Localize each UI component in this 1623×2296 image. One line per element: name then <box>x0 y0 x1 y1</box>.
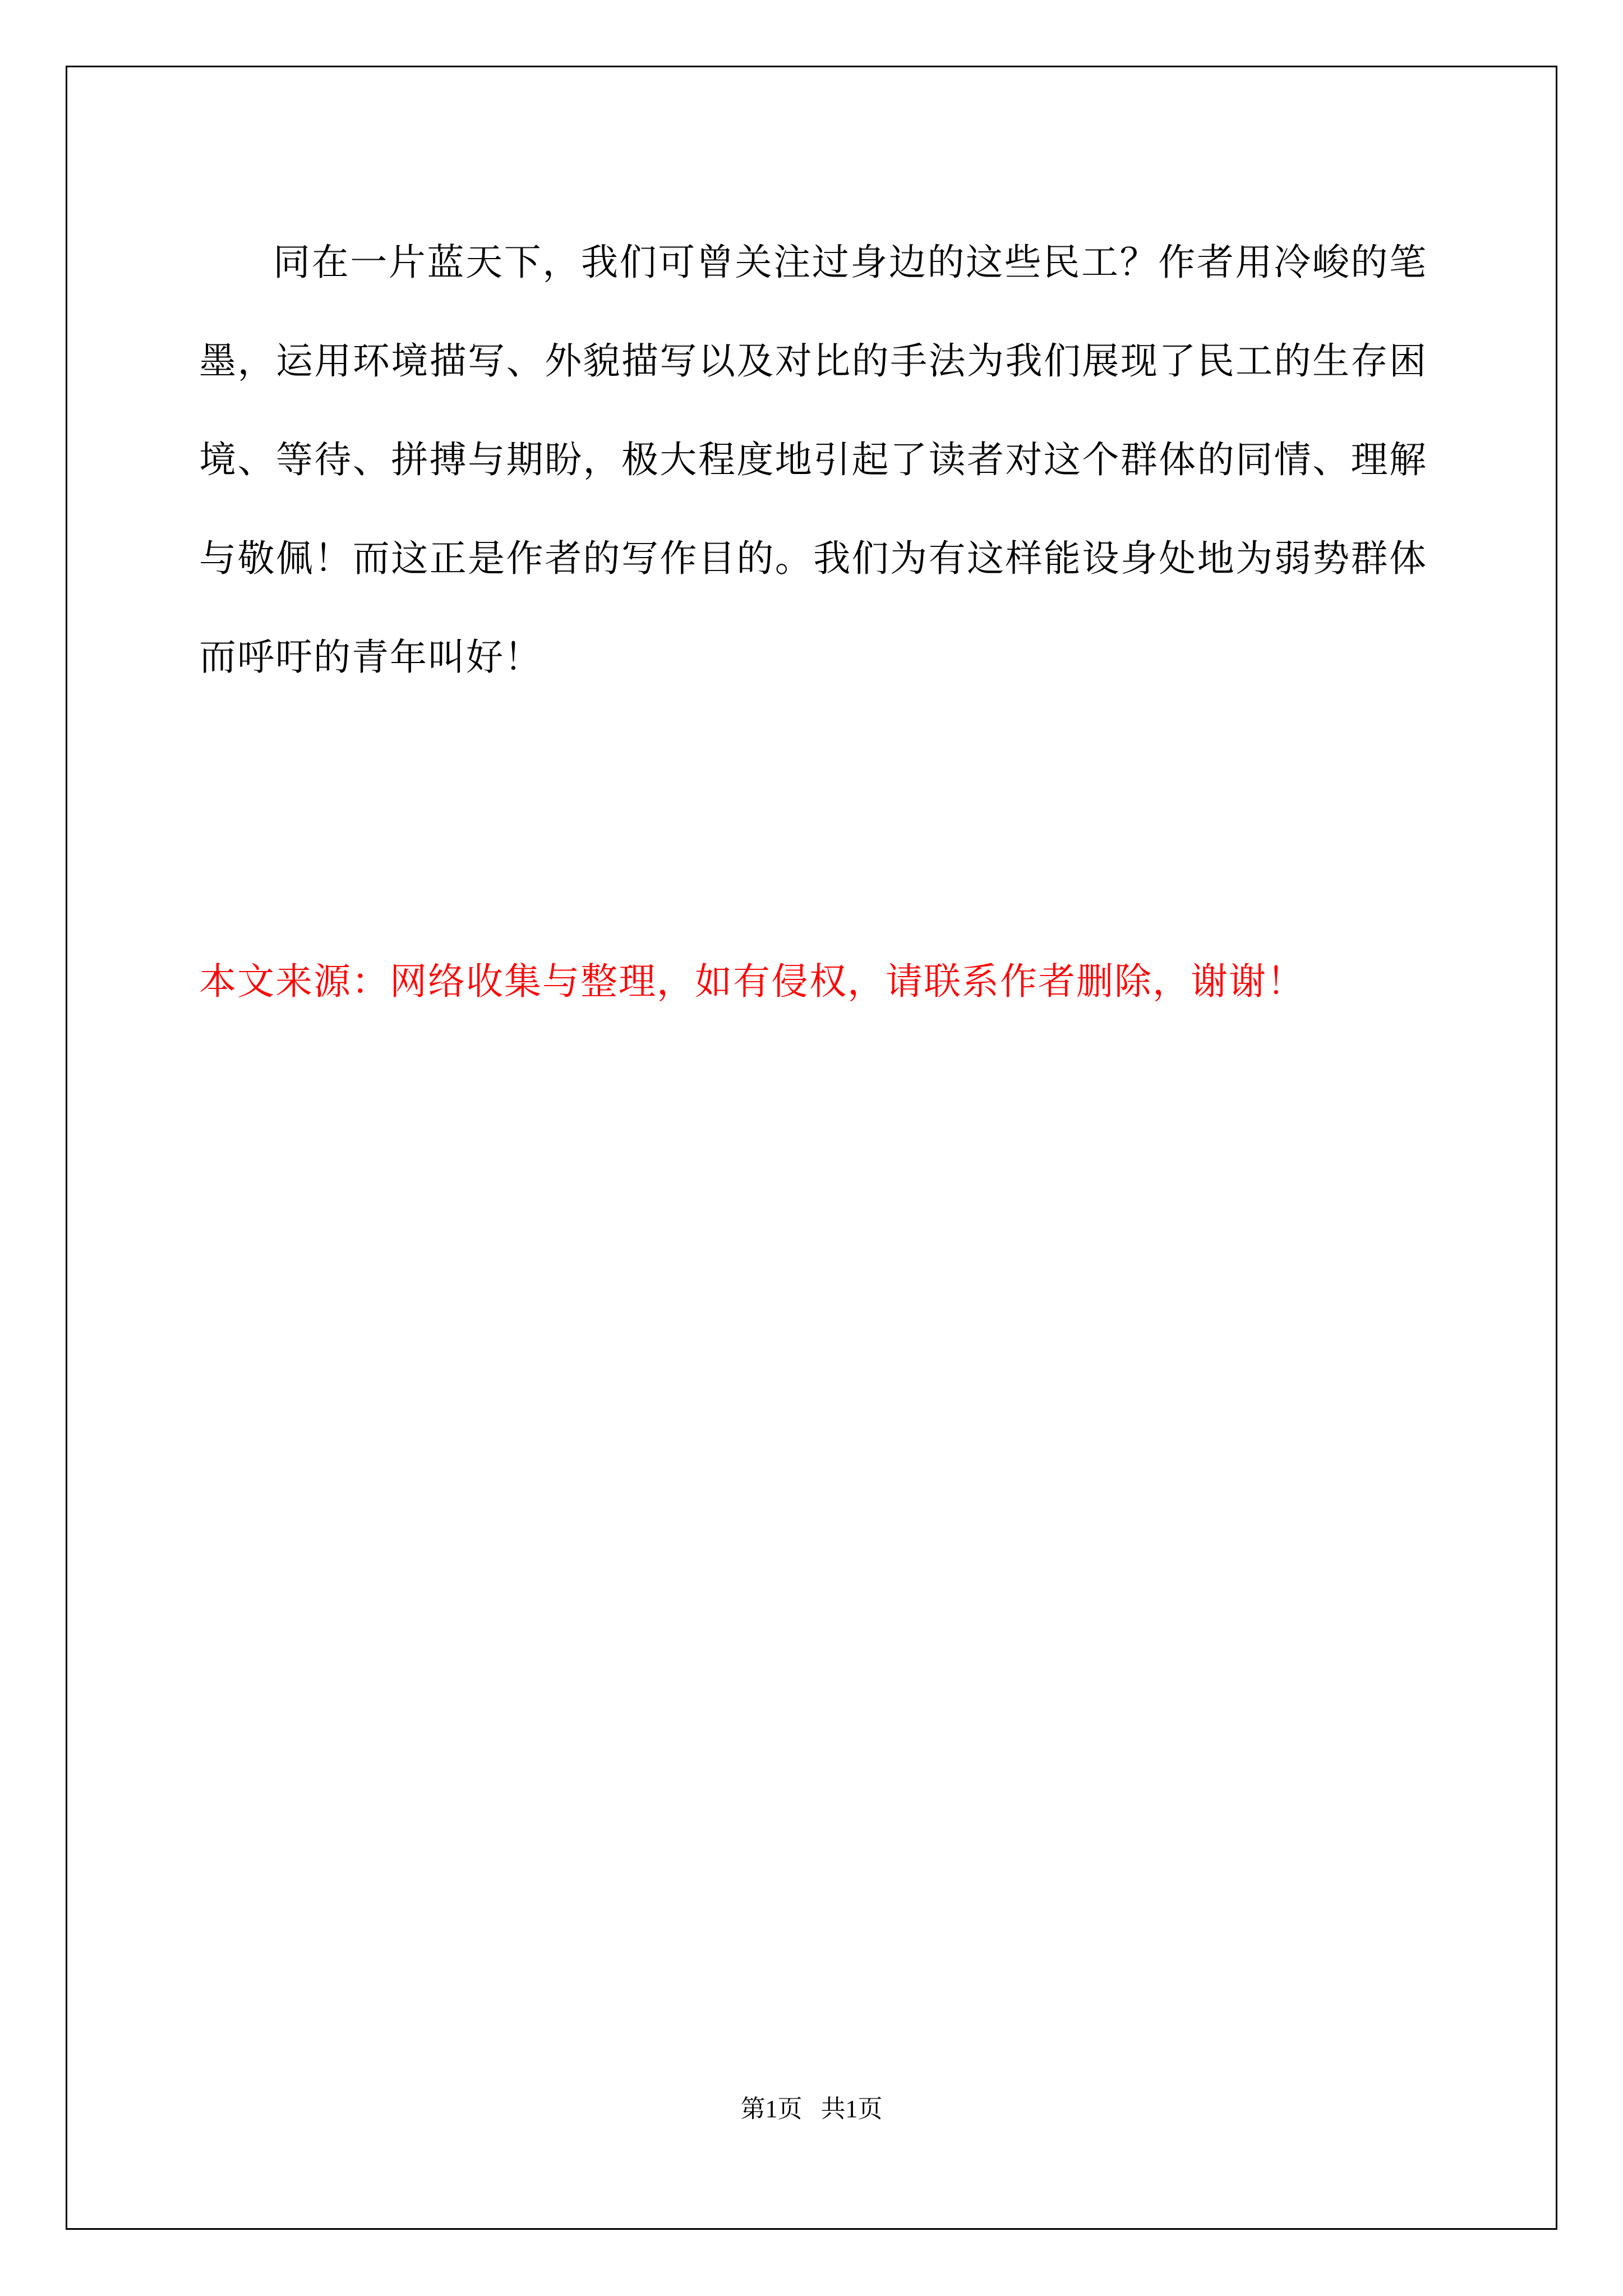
page-number-footer: 第1页 共1页 <box>740 2095 883 2123</box>
source-note: 本文来源：网络收集与整理，如有侵权，请联系作者删除，谢谢！ <box>199 960 1305 1003</box>
body-paragraph: 同在一片蓝天下，我们可曾关注过身边的这些民工？作者用冷峻的笔墨，运用环境描写、外貌描写以及对比的手法为我们展现了民工的生存困境、等待、拼搏与期盼，极大程度地引起了读者对这个群体的同情、理解与敬佩！而这正是作者的写作目的。我们为有这样能设身处地为弱势群体而呼吁的青年叫好！ <box>199 241 1427 679</box>
